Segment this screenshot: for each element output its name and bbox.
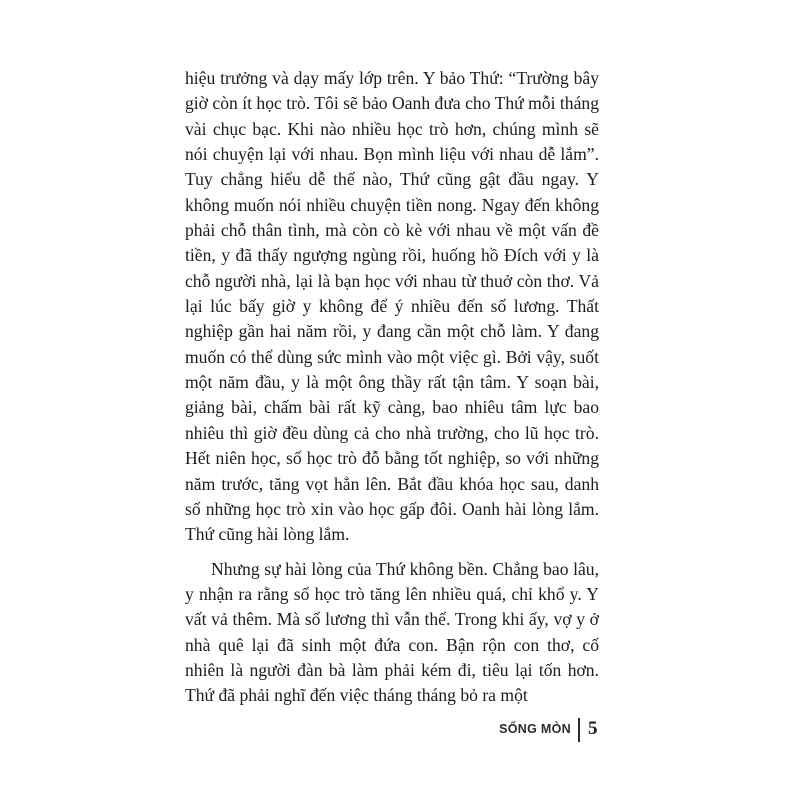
page-footer: [0, 718, 790, 744]
footer-divider: [578, 718, 580, 742]
page-number: 5: [588, 718, 598, 739]
body-text: [185, 66, 599, 709]
paragraph-new: Nhưng sự hài lòng của Thứ không bền. Chẳng bao lâu, y nhận ra rằng số học trò tăng lên nhiều quá, chỉ khổ y. Y vất vả thêm. Mà số lương thì vẫn thế. Trong khi ấy, vợ y ở nhà quê lại đã sinh một đứa con. Bận rộn con thơ, cố nhiên là người đàn bà làm phải kém đi, tiêu lại tốn hơn. Thứ đã phải nghĩ đến việc tháng tháng bỏ ra một: [185, 558, 599, 706]
running-title: SỐNG MÒN: [499, 722, 571, 736]
paragraph-continued: hiệu trưởng và dạy mấy lớp trên. Y bảo Thứ: “Trường bây giờ còn ít học trò. Tôi sẽ bảo Oanh đưa cho Thứ mỗi tháng vài chục bạc. Khi nào nhiều học trò hơn, chúng mình sẽ nói chuyện lại với nhau. Bọn mình liệu với nhau dễ lắm”. Tuy chẳng hiểu dễ thế nào, Thứ cũng gật đầu ngay. Y không muốn nói nhiều chuyện tiền nong. Ngay đến không phải chỗ thân tình, mà còn cò kè với nhau về một vấn đề tiền, y đã thấy ngượng ngùng rồi, huống hồ Đích với y là chỗ người nhà, lại là bạn học với nhau từ thuở còn thơ. Vả lại lúc bấy giờ y không để ý nhiều đến số lương. Thất nghiệp gần hai năm rồi, y đang cần một chỗ làm. Y đang muốn có thể dùng sức mình vào một việc gì. Bởi vậy, suốt một năm đầu, y là một ông thầy rất tận tâm. Y soạn bài, giảng bài, chấm bài rất kỹ càng, bao nhiêu tâm lực bao nhiêu thì giờ đều dùng cả cho nhà trường, cho lũ học trò. Hết niên học, số học trò đỗ bằng tốt nghiệp, so với những năm trước, tăng vọt hẳn lên. Bắt đầu khóa học sau, danh số những học trò xin vào học gấp đôi. Oanh hài lòng lắm. Thứ cũng hài lòng lắm.: [185, 68, 599, 545]
